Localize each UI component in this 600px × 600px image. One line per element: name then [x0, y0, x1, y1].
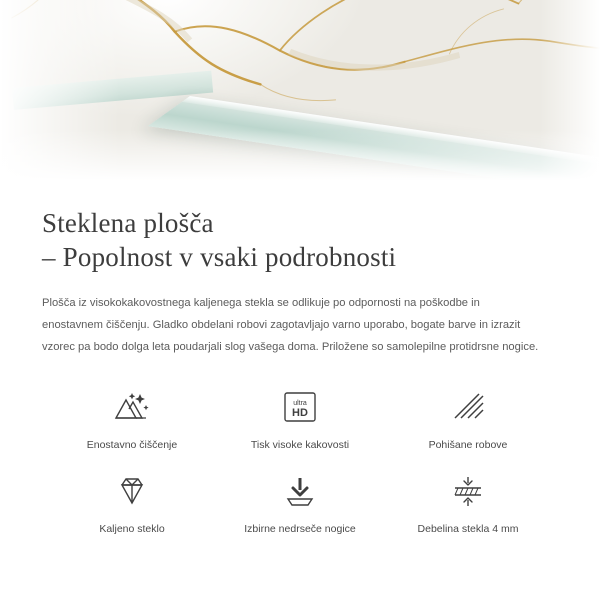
page-title	[42, 206, 558, 274]
svg-text:ultra: ultra	[293, 400, 307, 407]
hero-fade-bottom	[0, 130, 600, 200]
feature-item	[216, 384, 384, 452]
feature-grid	[42, 384, 558, 536]
feature-label: Kaljeno steklo	[99, 523, 165, 535]
polished-edges-icon	[445, 384, 491, 430]
ultra-hd-icon	[277, 384, 323, 430]
feature-item	[216, 468, 384, 536]
thickness-icon	[445, 468, 491, 514]
hero-product-image	[0, 0, 600, 200]
diamond-icon	[109, 468, 155, 514]
title-line-2: – Popolnost v vsaki podrobnosti	[42, 242, 397, 272]
content-area	[0, 200, 600, 536]
description-paragraph: Plošča iz visokokakovostnega kaljenega stekla se odlikuje po odpornosti na poškodbe in enostavnem čiščenju. Gladko obdelani robovi zagotavljajo varno uporabo, bogate barve in izrazit vzorec pa bodo dolga leta poudarjali slog vašega doma. Priložene so samolepilne protidrsne nogice.	[42, 297, 539, 353]
title-line-1: Steklena plošča	[42, 208, 214, 238]
feature-item	[48, 468, 216, 536]
feature-label: Pohišane robove	[428, 439, 508, 451]
sparkle-cloth-icon	[109, 384, 155, 430]
feature-label: Debelina stekla 4 mm	[417, 523, 519, 535]
optional-feet-icon	[277, 468, 323, 514]
svg-text:HD: HD	[292, 407, 308, 419]
feature-item	[48, 384, 216, 452]
feature-item	[384, 468, 552, 536]
feature-label: Enostavno čiščenje	[86, 439, 178, 451]
feature-item	[384, 384, 552, 452]
feature-label: Tisk visoke kakovosti	[250, 439, 350, 451]
feature-label: Izbirne nedrseče nogice	[244, 523, 356, 535]
